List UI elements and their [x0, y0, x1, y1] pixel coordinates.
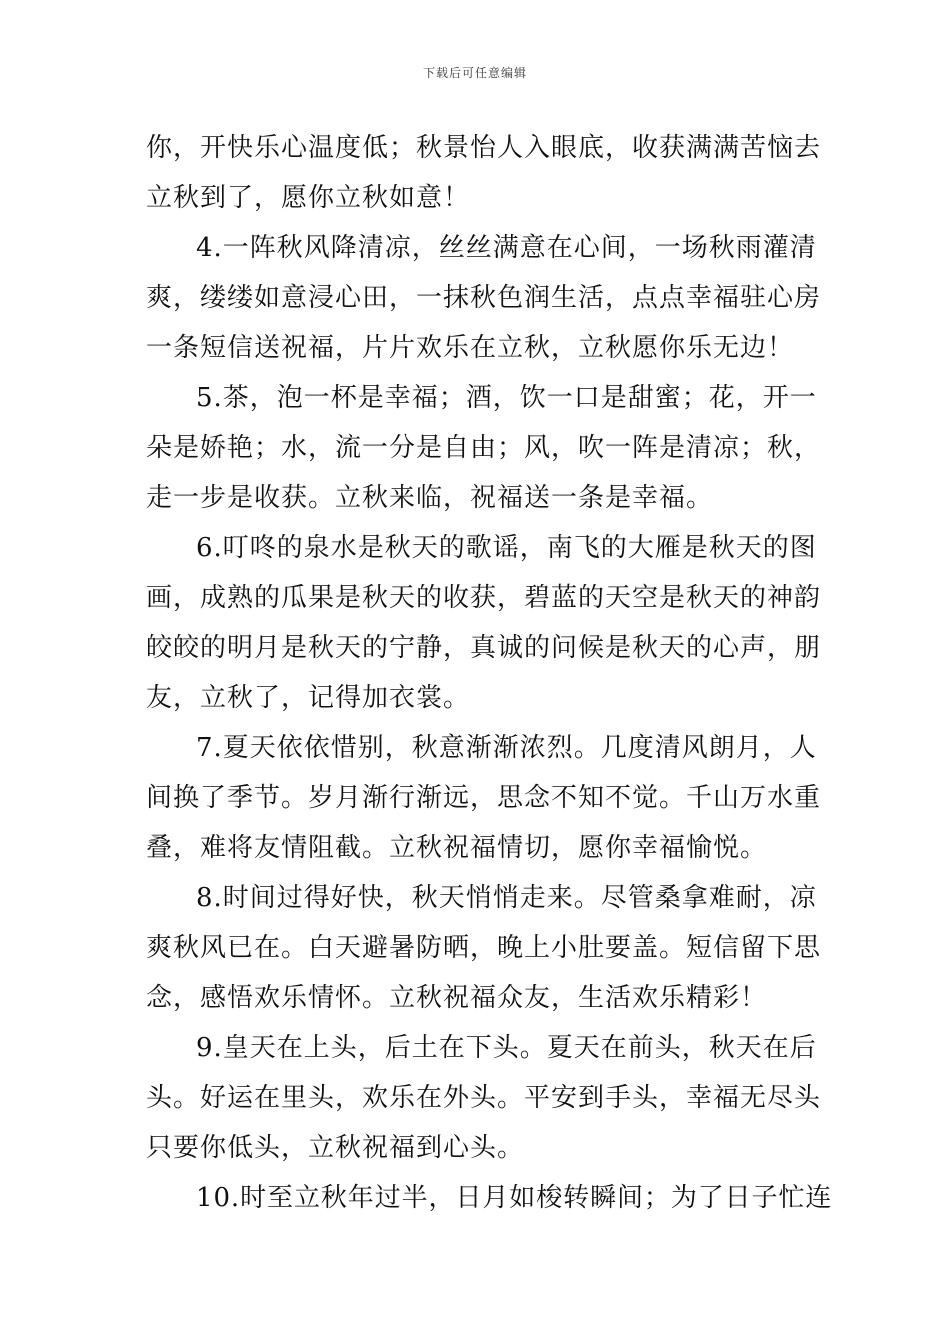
text-line: 叠，难将友情阻截。立秋祝福情切，愿你幸福愉悦。 [146, 833, 768, 863]
text-line: 立秋到了，愿你立秋如意！ [146, 183, 471, 213]
text-line: 5.茶，泡一杯是幸福；酒，饮一口是甜蜜；花，开一 [196, 383, 817, 413]
text-line: 皎皎的明月是秋天的宁静，真诚的问候是秋天的心声，朋 [146, 633, 822, 663]
text-line: 爽秋风已在。白天避暑防晒，晚上小肚要盖。短信留下思 [146, 933, 822, 963]
page-header: 下载后可任意编辑 [422, 66, 527, 80]
text-line: 爽，缕缕如意浸心田，一抹秋色润生活，点点幸福驻心房 [146, 283, 822, 313]
text-line: 9.皇天在上头，后土在下头。夏天在前头，秋天在后 [196, 1033, 817, 1063]
text-line: 7.夏天依依惜别，秋意渐渐浓烈。几度清风朗月，人 [196, 733, 817, 763]
text-line: 友，立秋了，记得加衣裳。 [146, 683, 471, 713]
text-line: 6.叮咚的泉水是秋天的歌谣，南飞的大雁是秋天的图 [196, 533, 817, 563]
text-line: 只要你低头，立秋祝福到心头。 [146, 1133, 525, 1163]
text-line: 10.时至立秋年过半，日月如梭转瞬间；为了日子忙连 [196, 1183, 833, 1213]
text-line: 头。好运在里头，欢乐在外头。平安到手头，幸福无尽头 [146, 1083, 822, 1113]
text-line: 间换了季节。岁月渐行渐远，思念不知不觉。千山万水重 [146, 783, 822, 813]
text-line: 4.一阵秋风降清凉，丝丝满意在心间，一场秋雨灌清 [196, 233, 817, 263]
text-line: 一条短信送祝福，片片欢乐在立秋，立秋愿你乐无边！ [146, 333, 795, 363]
text-line: 走一步是收获。立秋来临，祝福送一条是幸福。 [146, 483, 714, 513]
text-line: 8.时间过得好快，秋天悄悄走来。尽管桑拿难耐，凉 [196, 883, 817, 913]
text-line: 画，成熟的瓜果是秋天的收获，碧蓝的天空是秋天的神韵 [146, 583, 822, 613]
text-line: 念，感悟欢乐情怀。立秋祝福众友，生活欢乐精彩！ [146, 983, 768, 1013]
text-line: 你，开快乐心温度低；秋景怡人入眼底，收获满满苦恼去 [146, 133, 822, 163]
text-line: 朵是娇艳；水，流一分是自由；风，吹一阵是清凉；秋， [146, 433, 822, 463]
